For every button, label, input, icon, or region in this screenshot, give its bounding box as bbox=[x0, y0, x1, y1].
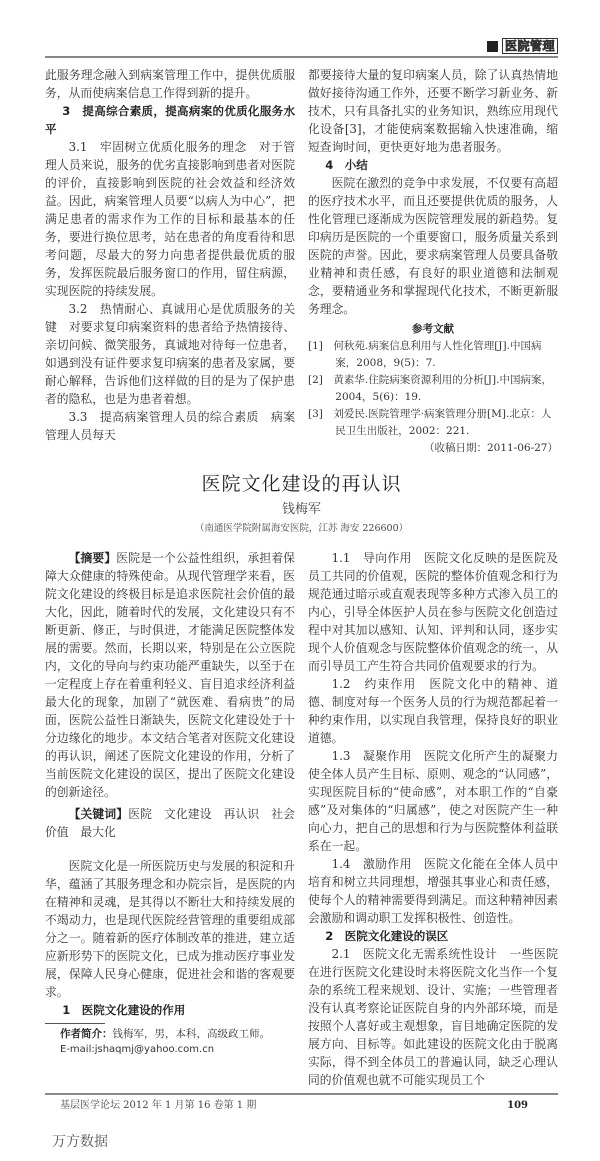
body-paragraph: 1.1 导向作用 医院文化反映的是医院及员工共同的价值观，医院的整体价值观念和行为规范通过暗示或直观表现等多种方式渗入员工的内心，引导全体医护人员在参与医院文化创造过程中对其加以感知、认知、评判和认同，逐步实现个人价值观念与医院整体价值观念的统一，从而引导员工产生符合共同价值观要求的行为。 bbox=[308, 551, 558, 673]
section-heading: 2 医院文化建设的误区 bbox=[325, 929, 449, 943]
abstract-label: 【摘要】 bbox=[68, 551, 117, 565]
section-label: 医院管理 bbox=[502, 38, 558, 54]
abstract bbox=[45, 549, 295, 801]
reference-item: [2] 黄素华.住院病案资源利用的分析[J].中国病案，2004，5(6)：19. bbox=[308, 374, 552, 403]
keywords-text: 医院 文化建设 再认识 社会价值 最大化 bbox=[45, 807, 295, 839]
running-header bbox=[45, 36, 558, 56]
section-heading: 4 小结 bbox=[325, 158, 368, 172]
prev-article-left-column bbox=[45, 66, 295, 444]
body-paragraph: 1.2 约束作用 医院文化中的精神、道德、制度对每一个医务人员的行为规范都起着一种约束作用，以实现自我管理，保持良好的职业道德。 bbox=[308, 677, 558, 745]
body-paragraph: 医院在激烈的竞争中求发展，不仅要有高超的医疗技术水平，而且还要提供优质的服务，人性化管理已逐渐成为医院管理发展的新趋势。复印病历是医院的一个重要窗口，服务质量关系到医院的声誉。因此，要求病案管理人员要具备敬业精神和责任感，有良好的职业道德和法制观念，要精通业务和掌握现代化技术，不断更新服务理念。 bbox=[308, 176, 558, 316]
prev-article-right-text bbox=[308, 66, 558, 318]
author-email[interactable]: E-mail:jshaqmj@yahoo.com.cn bbox=[60, 1044, 215, 1055]
footnote-rule bbox=[45, 1023, 105, 1024]
article-body bbox=[45, 549, 558, 1089]
body-paragraph: 3.1 牢固树立优质化服务的理念 对于管理人员来说，服务的优劣直接影响到患者对医院的评价，直接影响到医院的社会效益和经济效益。因此，病案管理人员要“以病人为中心”，把满足患者的需求作为工作的目标和最基本的任务，要进行换位思考，站在患者的角度看待和思考问题，尽最大的努力向患者提供最优质的服务，发挥医院最后服务窗口的作用，留住病源，实现医院的持续发展。 bbox=[45, 140, 295, 298]
body-paragraph: 1.4 激励作用 医院文化能在全体人员中培育和树立共同理想，增强其事业心和责任感，使每个人的精神需要得到满足。而这种精神因素会激励和调动职工发挥积极性、创造性。 bbox=[308, 857, 558, 925]
reference-item: [1] 何秋苑.病案信息利用与人性化管理[J].中国病案，2008，9(5)：7. bbox=[308, 340, 542, 369]
section-heading: 1 医院文化建设的作用 bbox=[62, 1003, 186, 1017]
section-heading: 3 提高综合素质，提高病案的优质化服务水平 bbox=[45, 104, 295, 136]
prev-article-right-column bbox=[308, 66, 558, 457]
article-affiliation: （南通医学院附属海安医院，江苏 海安 226600） bbox=[194, 523, 409, 534]
prev-article-references bbox=[308, 320, 558, 457]
article-title: 医院文化建设的再认识 bbox=[201, 473, 402, 495]
body-paragraph: 3.3 提高病案管理人员的综合素质 病案管理人员每天 bbox=[45, 410, 295, 442]
received-date: （收稿日期：2011-06-27） bbox=[423, 442, 558, 454]
keywords bbox=[45, 805, 295, 841]
body-paragraph: 此服务理念融入到病案管理工作中，提供优质服务，从而使病案信息工作得到新的提升。 bbox=[45, 68, 295, 100]
page-number: 109 bbox=[507, 1100, 528, 1111]
header-rule bbox=[45, 56, 558, 58]
article-author: 钱梅军 bbox=[281, 502, 321, 517]
page bbox=[45, 0, 558, 1151]
abstract-text: 医院是一个公益性组织，承担着保障大众健康的特殊使命。从现代管理学来看，医院文化建设的终极目标是追求医院社会价值的最大化，因此，随着时代的发展，文化建设只有不断更新、修正，与时俱进，才能满足医院整体发展的需要。然而，长期以来，特别是在公立医院内，文化的导向与约束功能严重缺失，以至于在一定程度上存在着重利轻义、盲目追求经济利益最大化的现象，加剧了“就医难、看病贵”的局面，医院公益性日渐缺失，医院文化建设处于十分边缘化的地步。本文结合笔者对医院文化建设的再认识，阐述了医院文化建设的作用，分析了当前医院文化建设的误区，提出了医院文化建设的创新途径。 bbox=[45, 551, 295, 799]
body-paragraph: 都要接待大量的复印病案人员，除了认真热情地做好接待沟通工作外，还要不断学习新业务、新技术，只有具备扎实的业务知识，熟练应用现代化设备[3]，才能使病案数据输入快速准确，缩短查询时间，更快更好地为患者服务。 bbox=[308, 68, 558, 154]
author-footnote bbox=[45, 1027, 295, 1042]
footnote-label: 作者简介： bbox=[60, 1028, 113, 1040]
body-paragraph: 2.1 医院文化无需系统性设计 一些医院在进行医院文化建设时未将医院文化当作一个复杂的系统工程来规划、设计、实施；一些管理者没有认真考察论证医院自身的内外部环境，而是按照个人喜好或主观想象，盲目地确定医院的发展方向、目标等。如此建设的医院文化由于脱离实际，得不到全体员工的普遍认同，缺乏心理认同的价值观也就不可能实现员工个 bbox=[308, 947, 558, 1087]
header-square-icon bbox=[487, 41, 498, 52]
footer-journal: 基层医学论坛 2012 年 1 月第 16 卷第 1 期 bbox=[60, 1100, 257, 1111]
reference-item: [3] 刘爱民.医院管理学·病案管理分册[M].北京：人民卫生出版社，2002：221. bbox=[308, 408, 552, 437]
body-paragraph: 3.2 热情耐心、真诚用心是优质服务的关键 对要求复印病案资料的患者给予热情接待、亲切问候、微笑服务，真诚地对待每一位患者，如遇到没有证件要求复印病案的患者及家属，要耐心解释，告诉他们这样做的目的是为了保护患者的隐私，也是为患者着想。 bbox=[45, 302, 295, 406]
references-title: 参考文献 bbox=[412, 323, 454, 335]
article-left-column bbox=[45, 549, 295, 1057]
watermark: 万方数据 bbox=[52, 1134, 108, 1150]
article-right-column bbox=[308, 549, 558, 1089]
article-title-block bbox=[45, 471, 558, 537]
footnote-text: 钱梅军，男，本科，高级政工师。 bbox=[112, 1028, 270, 1040]
prev-article bbox=[45, 66, 558, 457]
intro-paragraph: 医院文化是一所医院历史与发展的积淀和升华，蕴涵了其服务理念和办院宗旨，是医院的内在精神和灵魂，是其得以不断壮大和持续发展的不竭动力，也是现代医院经营管理的重要组成部分之一。随着新的医疗体制改革的推进，建立适应新形势下的医院文化，已成为推动医疗事业发展，保障人民身心健康，促进社会和谐的客观要求。 bbox=[45, 859, 295, 999]
body-paragraph: 1.3 凝聚作用 医院文化所产生的凝聚力使全体人员产生目标、原则、观念的“认同感”，实现医院目标的“使命感”，对本职工作的“自豪感”及对集体的“归属感”，使之对医院产生一种向心力，把自己的思想和行为与医院整体利益联系在一起。 bbox=[308, 749, 558, 853]
keywords-label: 【关键词】 bbox=[68, 807, 129, 821]
footer bbox=[45, 1095, 558, 1113]
